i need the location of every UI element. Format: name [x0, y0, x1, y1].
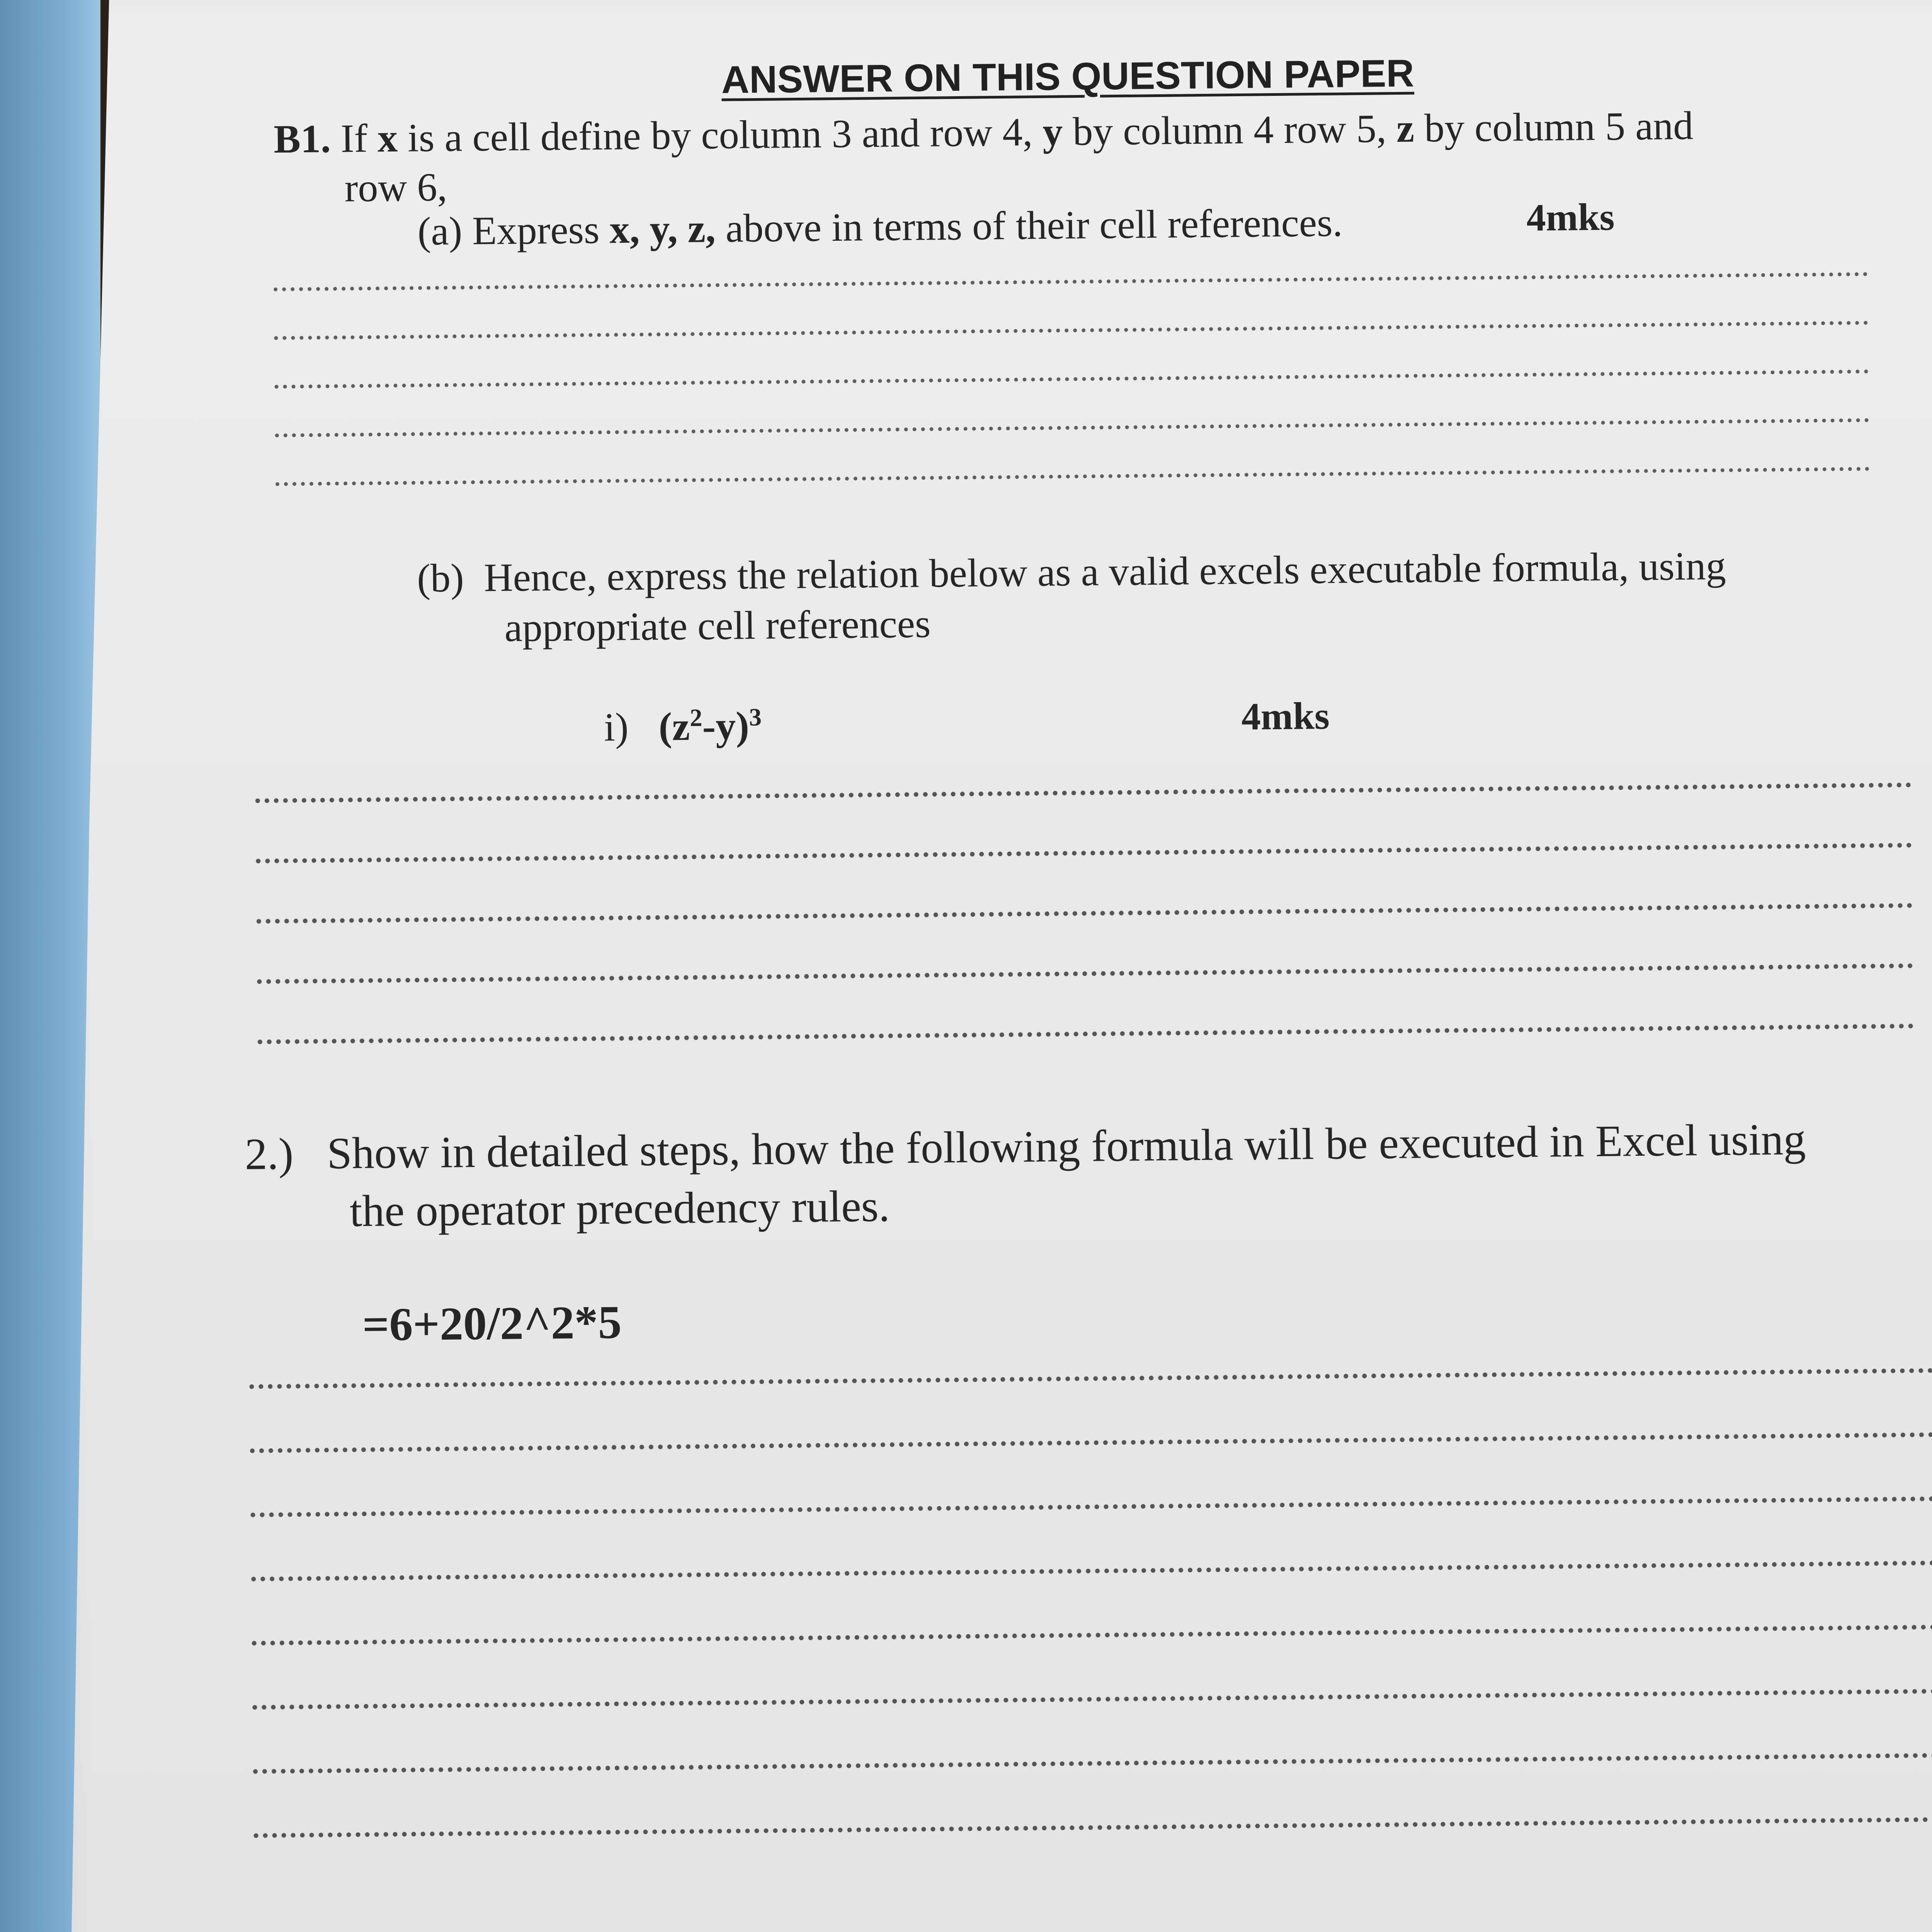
part-b-text-line1: Hence, express the relation below as a valid excels executable formula, using: [484, 543, 1726, 600]
b1-stem-line1: [274, 103, 1694, 162]
part-a-question: [417, 199, 1343, 254]
q2-question-line1: [245, 1114, 1806, 1180]
q2-number: 2.): [245, 1129, 294, 1179]
part-a-label: (a): [417, 209, 463, 254]
b1-number: B1.: [273, 116, 331, 162]
answer-line[interactable]: [273, 418, 1869, 438]
item-i-label: i): [604, 705, 629, 750]
answer-line[interactable]: [250, 1688, 1932, 1710]
item-i-expression: $(z^2-y)^3$: [658, 703, 762, 749]
part-a-vars: x, y, z,: [609, 206, 716, 252]
part-b-label: (b): [417, 556, 464, 601]
answer-line[interactable]: [253, 842, 1915, 864]
b1-var-y: y: [1042, 109, 1063, 154]
b1-stem-text-2: is a cell define by column 3 and row 4,: [397, 109, 1043, 160]
answer-line[interactable]: [251, 1752, 1932, 1774]
answer-line[interactable]: [254, 903, 1916, 924]
answer-line[interactable]: [251, 1816, 1932, 1838]
part-b-question-line2: appropriate cell references: [504, 601, 931, 650]
answer-line[interactable]: [273, 466, 1869, 486]
b1-stem-text-4: by column 5 and: [1414, 103, 1694, 151]
answer-line[interactable]: [248, 1496, 1932, 1518]
b1-stem-text-3: by column 4 row 5,: [1062, 106, 1397, 154]
b1-stem-line2: row 6,: [344, 165, 447, 211]
paper-title: ANSWER ON THIS QUESTION PAPER: [721, 51, 1415, 102]
answer-line[interactable]: [271, 272, 1867, 292]
answer-line[interactable]: [250, 1624, 1932, 1646]
part-b-item-i: [604, 703, 762, 750]
b1-var-x: x: [377, 116, 398, 161]
item-i-marks: 4mks: [1241, 694, 1330, 738]
b1-var-z: z: [1396, 106, 1415, 151]
part-a-text-before: Express: [472, 207, 610, 253]
q2-formula: =6+20/2^2*5: [362, 1296, 622, 1351]
q2-text-line1: Show in detailed steps, how the following formula will be executed in Excel using: [327, 1114, 1806, 1179]
b1-stem-text-1: If: [340, 116, 378, 161]
answer-line[interactable]: [249, 1560, 1932, 1582]
q2-question-line2: the operator precedency rules.: [349, 1181, 890, 1236]
part-b-question-line1: [417, 543, 1726, 602]
answer-line[interactable]: [272, 320, 1867, 340]
answer-line[interactable]: [248, 1432, 1932, 1454]
part-a-text-after: above in terms of their cell references.: [715, 200, 1343, 251]
answer-line[interactable]: [272, 369, 1868, 389]
part-a-marks: 4mks: [1526, 195, 1615, 239]
answer-line[interactable]: [255, 1023, 1917, 1044]
answer-line[interactable]: [253, 782, 1915, 803]
answer-line[interactable]: [255, 963, 1916, 984]
answer-line[interactable]: [247, 1367, 1932, 1389]
